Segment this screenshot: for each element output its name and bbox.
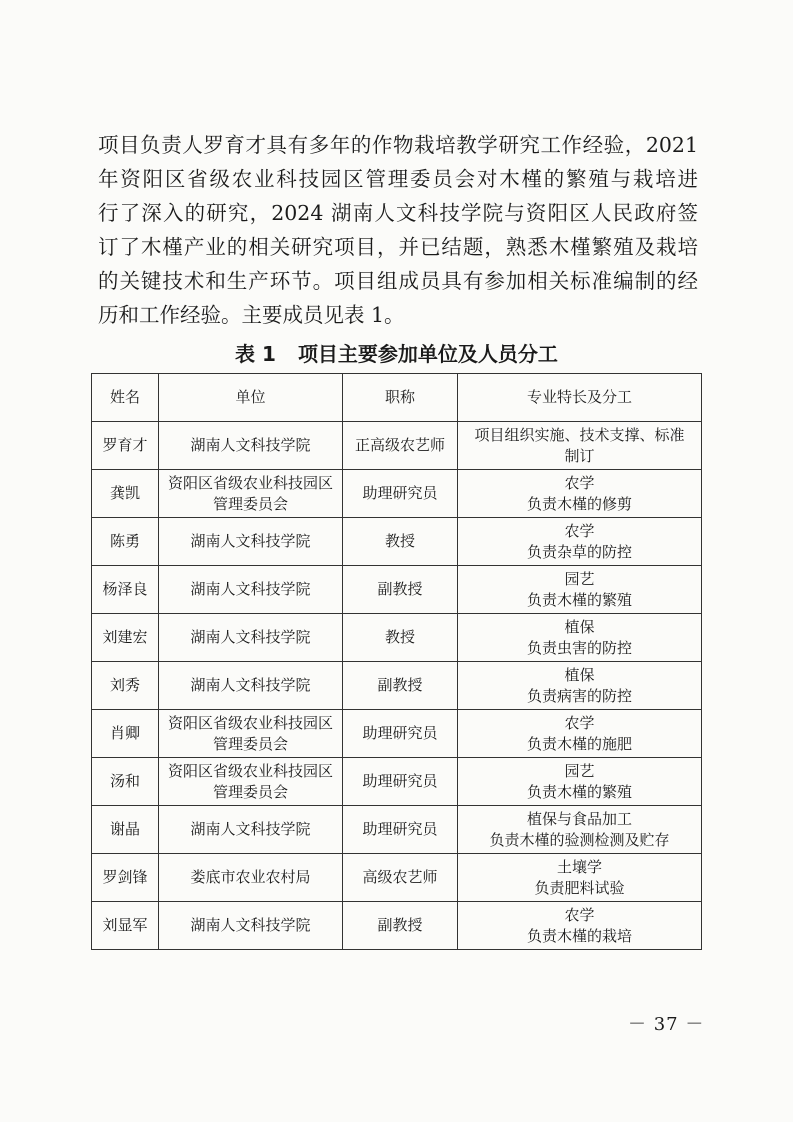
header-unit: 单位: [159, 374, 343, 422]
specialty-line: 负责木槿的栽培: [526, 926, 632, 945]
table-row: [92, 902, 702, 950]
table-row: [92, 806, 702, 854]
cell-name: 刘秀: [92, 662, 159, 710]
table-row: [92, 614, 702, 662]
cell-name: 罗育才: [92, 422, 159, 470]
specialty-line: 植保: [564, 617, 595, 636]
specialty-line: 农学: [564, 473, 595, 492]
table-row: [92, 422, 702, 470]
specialty-line: 负责病害的防控: [526, 686, 632, 705]
cell-specialty: [458, 902, 702, 950]
specialty-line: 园艺: [564, 761, 595, 780]
paragraph-line: 行了深入的研究，2024 湖南人文科技学院与资阳区人民政府签: [98, 201, 698, 225]
cell-specialty: [458, 854, 702, 902]
cell-name: 杨泽良: [92, 566, 159, 614]
specialty-line: 负责木槿的繁殖: [526, 782, 632, 801]
specialty-line: 负责木槿的修剪: [526, 494, 632, 513]
table-row: [92, 566, 702, 614]
cell-unit: 湖南人文科技学院: [159, 902, 343, 950]
specialty-line: 园艺: [564, 569, 595, 588]
cell-name: 龚凯: [92, 470, 159, 518]
paragraph-line: 项目负责人罗育才具有多年的作物栽培教学研究工作经验，2021: [98, 133, 698, 157]
specialty-line: 植保与食品加工: [526, 809, 632, 828]
members-table: [91, 373, 702, 950]
cell-name: 陈勇: [92, 518, 159, 566]
cell-unit: 资阳区省级农业科技园区管理委员会: [159, 470, 343, 518]
cell-specialty: [458, 614, 702, 662]
specialty-line: 项目组织实施、技术支撑、标准: [474, 425, 685, 444]
cell-name: 刘显军: [92, 902, 159, 950]
cell-title: 副教授: [343, 662, 458, 710]
page-number: － 37 －: [628, 1014, 705, 1035]
table-row: [92, 854, 702, 902]
table-row: [92, 662, 702, 710]
paragraph-line: 订了木槿产业的相关研究项目，并已结题，熟悉木槿繁殖及栽培: [98, 235, 698, 259]
cell-unit: 湖南人文科技学院: [159, 806, 343, 854]
header-title: 职称: [343, 374, 458, 422]
specialty-line: 植保: [564, 665, 595, 684]
table-header-row: [92, 374, 702, 422]
table-caption: [0, 340, 793, 368]
cell-specialty: [458, 566, 702, 614]
cell-name: 罗剑锋: [92, 854, 159, 902]
body-paragraph: [98, 128, 698, 332]
cell-specialty: [458, 758, 702, 806]
paragraph-line: 历和工作经验。主要成员见表 1。: [98, 303, 405, 327]
specialty-line: 农学: [564, 521, 595, 540]
specialty-line: 负责木槿的繁殖: [526, 590, 632, 609]
cell-specialty: [458, 470, 702, 518]
cell-specialty: [458, 518, 702, 566]
cell-specialty: [458, 422, 702, 470]
specialty-line: 负责虫害的防控: [526, 638, 632, 657]
cell-unit: 资阳区省级农业科技园区管理委员会: [159, 758, 343, 806]
header-name: 姓名: [92, 374, 159, 422]
cell-title: 助理研究员: [343, 470, 458, 518]
cell-specialty: [458, 806, 702, 854]
specialty-line: 土壤学: [556, 857, 602, 876]
cell-title: 教授: [343, 614, 458, 662]
cell-unit: 湖南人文科技学院: [159, 614, 343, 662]
paragraph-line: 的关键技术和生产环节。项目组成员具有参加相关标准编制的经: [98, 269, 698, 293]
specialty-line: 负责杂草的防控: [526, 542, 632, 561]
cell-unit: 湖南人文科技学院: [159, 662, 343, 710]
table-caption-number: 表 1: [235, 342, 276, 366]
specialty-line: 农学: [564, 905, 595, 924]
paragraph-line: 年资阳区省级农业科技园区管理委员会对木槿的繁殖与栽培进: [98, 167, 698, 191]
cell-unit: 资阳区省级农业科技园区管理委员会: [159, 710, 343, 758]
specialty-line: 负责木槿的验测检测及贮存: [489, 830, 670, 849]
cell-title: 助理研究员: [343, 758, 458, 806]
specialty-line: 制订: [564, 446, 595, 465]
cell-title: 副教授: [343, 902, 458, 950]
cell-title: 助理研究员: [343, 806, 458, 854]
cell-title: 助理研究员: [343, 710, 458, 758]
specialty-line: 农学: [564, 713, 595, 732]
table-caption-title: 项目主要参加单位及人员分工: [297, 342, 558, 366]
table-row: [92, 758, 702, 806]
cell-title: 教授: [343, 518, 458, 566]
cell-name: 肖卿: [92, 710, 159, 758]
cell-unit: 湖南人文科技学院: [159, 566, 343, 614]
cell-unit: 娄底市农业农村局: [159, 854, 343, 902]
specialty-line: 负责木槿的施肥: [526, 734, 632, 753]
cell-name: 汤和: [92, 758, 159, 806]
cell-title: 高级农艺师: [343, 854, 458, 902]
table-row: [92, 470, 702, 518]
table-row: [92, 518, 702, 566]
cell-name: 刘建宏: [92, 614, 159, 662]
cell-specialty: [458, 710, 702, 758]
cell-title: 副教授: [343, 566, 458, 614]
cell-unit: 湖南人文科技学院: [159, 422, 343, 470]
cell-title: 正高级农艺师: [343, 422, 458, 470]
header-specialty: 专业特长及分工: [458, 374, 702, 422]
cell-unit: 湖南人文科技学院: [159, 518, 343, 566]
specialty-line: 负责肥料试验: [534, 878, 625, 897]
cell-name: 谢晶: [92, 806, 159, 854]
table-row: [92, 710, 702, 758]
cell-specialty: [458, 662, 702, 710]
